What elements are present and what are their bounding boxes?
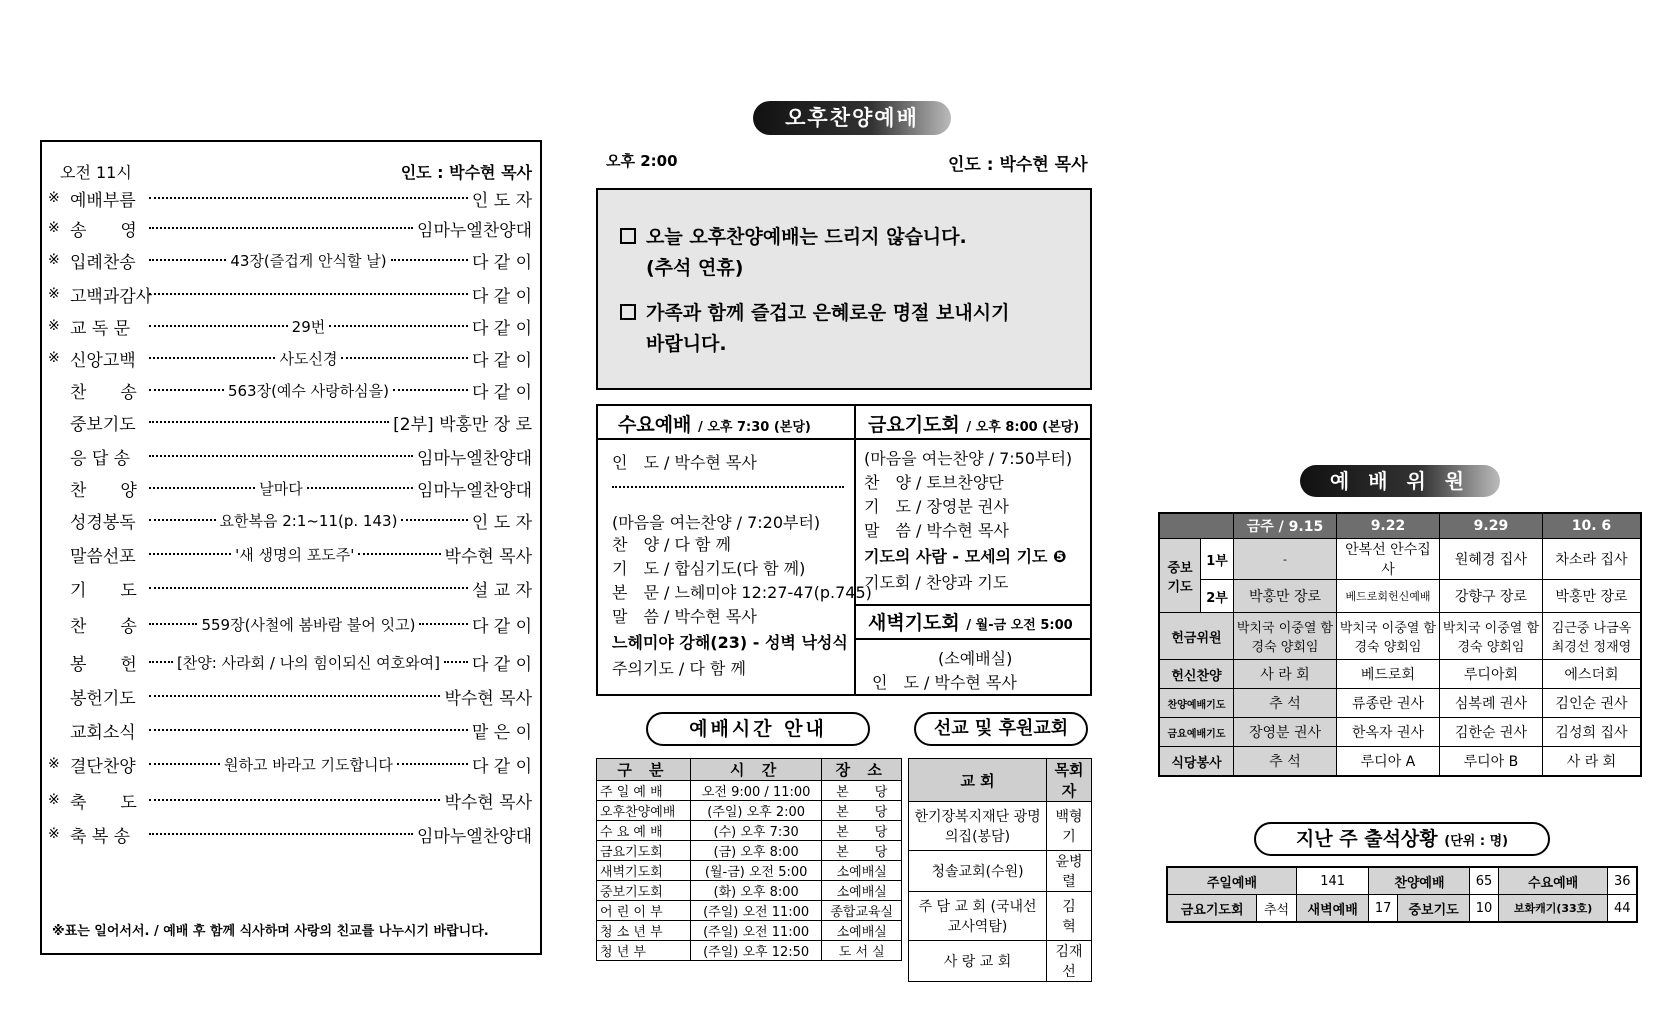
service-item <box>48 612 532 636</box>
service-item-title: 교 독 문 <box>70 318 131 339</box>
leader-dots <box>149 227 413 229</box>
duty-header <box>1159 513 1234 539</box>
service-item <box>48 216 532 240</box>
service-item-detail: 43장(즐겁게 안식할 날) <box>230 251 387 270</box>
missions-cell: 김재선 <box>1047 941 1092 982</box>
stand-mark: ※ <box>48 756 60 772</box>
service-item <box>48 718 532 742</box>
duty-cell: 박홍만 장로 <box>1542 580 1641 613</box>
duty-cell: 박치국 이중열 함경숙 양회임 <box>1439 613 1542 660</box>
schedule-cell: 주 일 예 배 <box>597 781 691 801</box>
schedule-title-pill: 예배시간 안내 <box>646 712 870 746</box>
afternoon-time: 오후 2:00 <box>606 152 678 170</box>
table-row <box>597 921 902 941</box>
table-row <box>597 801 902 821</box>
leader-dots <box>149 421 389 423</box>
weekday-services-box <box>596 404 1092 696</box>
service-item-title: 고백과감사 <box>70 286 153 307</box>
service-item-person: 다 같 이 <box>471 286 532 307</box>
service-item-person: 박수현 목사 <box>444 688 532 709</box>
schedule-cell: 소예배실 <box>822 861 902 881</box>
table-row <box>909 851 1092 892</box>
service-item-title: 찬 송 <box>70 616 137 637</box>
missions-header: 목회자 <box>1047 759 1092 802</box>
schedule-cell: (수) 오후 7:30 <box>690 821 822 841</box>
attendance-title-pill <box>1254 822 1550 856</box>
leader-dots <box>341 357 467 359</box>
duty-cell: 김근중 나금옥 최경선 정재영 <box>1542 613 1641 660</box>
duty-header: 9.29 <box>1439 513 1542 539</box>
table-row <box>1167 895 1637 923</box>
notice-text: 오늘 오후찬양예배는 드리지 않습니다. <box>646 226 967 248</box>
schedule-cell: 청 년 부 <box>597 941 691 961</box>
divider <box>598 438 1090 440</box>
duty-cell: 추 석 <box>1234 747 1337 777</box>
notice-item <box>620 222 967 284</box>
missions-cell: 한기장복지재단 광명의집(봉담) <box>909 802 1047 851</box>
friday-line: (마음을 여는찬양 / 7:50부터) <box>864 449 1073 468</box>
service-item <box>48 346 532 370</box>
duty-cell: 김한순 권사 <box>1439 718 1542 747</box>
service-item-person: 박수현 목사 <box>444 792 532 813</box>
duty-label: 식당봉사 <box>1159 747 1234 777</box>
stand-mark: ※ <box>48 252 60 268</box>
schedule-cell: (월-금) 오전 5:00 <box>690 861 822 881</box>
service-item-title: 찬 양 <box>70 480 137 501</box>
duty-cell: - <box>1234 539 1337 580</box>
table-row <box>1159 580 1641 613</box>
notice-text: (추석 연휴) <box>646 257 744 279</box>
schedule-cell: (주일) 오전 11:00 <box>690 921 822 941</box>
leader-dots <box>149 587 468 589</box>
leader-dots <box>149 293 468 295</box>
duty-cell: 심복례 권사 <box>1439 689 1542 718</box>
duty-cell: 류종란 권사 <box>1336 689 1439 718</box>
service-item-person: 임마누엘찬양대 <box>417 480 533 501</box>
duty-cell: 장영분 권사 <box>1234 718 1337 747</box>
service-item-person: 설 교 자 <box>471 580 532 601</box>
attendance-cell: 65 <box>1470 867 1498 895</box>
divider <box>854 604 1090 606</box>
leader-dots <box>149 661 173 663</box>
service-item <box>48 248 532 272</box>
service-header <box>60 160 532 183</box>
schedule-cell: 종합교육실 <box>822 901 902 921</box>
schedule-header: 장 소 <box>822 759 902 781</box>
service-item <box>48 186 532 210</box>
stand-mark: ※ <box>48 190 60 206</box>
service-item-detail: [찬양: 사라회 / 나의 힘이되신 여호와여] <box>176 653 440 672</box>
service-item <box>48 576 532 600</box>
leader-dots <box>419 623 467 625</box>
missions-cell: 사 랑 교 회 <box>909 941 1047 982</box>
table-row <box>597 861 902 881</box>
wednesday-line: 느헤미야 강해(23) - 성벽 낙성식 <box>612 633 848 652</box>
service-item-title: 봉헌기도 <box>70 688 136 709</box>
service-item-title: 축 도 <box>70 792 137 813</box>
table-row <box>1159 689 1641 718</box>
leader-dots <box>329 325 468 327</box>
schedule-cell: 새벽기도회 <box>597 861 691 881</box>
service-item <box>48 314 532 338</box>
friday-title: 금요기도회 / 오후 8:00 (본당) <box>868 414 1080 436</box>
service-item-person: 다 같 이 <box>471 382 533 403</box>
wednesday-line: 인 도 / 박수현 목사 <box>612 453 757 472</box>
duty-cell: 베드로회헌신예배 <box>1336 580 1439 613</box>
service-item <box>48 508 532 532</box>
duty-header: 9.22 <box>1336 513 1439 539</box>
service-item-detail: 563장(예수 사랑하심을) <box>227 381 389 400</box>
service-item-detail: 날마다 <box>259 479 303 498</box>
duty-label: 찬양예배기도 <box>1159 689 1234 718</box>
service-item-detail: 요한복음 2:1~11(p. 143) <box>219 511 398 530</box>
service-item-title: 송 영 <box>70 220 137 241</box>
duty-cell: 사 라 회 <box>1542 747 1641 777</box>
leader-dots <box>149 197 468 199</box>
schedule-cell: 본 당 <box>822 801 902 821</box>
schedule-cell: 중보기도회 <box>597 881 691 901</box>
schedule-cell: 소예배실 <box>822 881 902 901</box>
stand-mark: ※ <box>48 792 60 808</box>
stand-mark: ※ <box>48 318 60 334</box>
service-item-person: 다 같 이 <box>471 252 533 273</box>
attendance-cell: 주일예배 <box>1167 867 1296 895</box>
table-row <box>1159 660 1641 689</box>
leader-dots <box>149 357 275 359</box>
checkbox-icon <box>620 304 636 320</box>
schedule-header: 시 간 <box>690 759 822 781</box>
leader-dots <box>307 487 413 489</box>
attendance-title: 지난 주 출석상황 <box>1295 828 1438 850</box>
table-row <box>909 892 1092 941</box>
service-item <box>48 410 532 434</box>
duty-cell: 추 석 <box>1234 689 1337 718</box>
service-item-person: 임마누엘찬양대 <box>417 826 532 847</box>
stand-mark: ※ <box>48 286 60 302</box>
leader-dots <box>149 833 413 835</box>
attendance-cell: 중보기도 <box>1397 895 1470 923</box>
duty-cell: 사 라 회 <box>1234 660 1337 689</box>
table-row <box>597 881 902 901</box>
schedule-cell: (주일) 오후 12:50 <box>690 941 822 961</box>
duty-cell: 베드로회 <box>1336 660 1439 689</box>
service-item <box>48 788 532 812</box>
service-item-detail: 원하고 바라고 기도합니다 <box>224 755 393 774</box>
duty-cell: 에스더회 <box>1542 660 1641 689</box>
table-row <box>1159 718 1641 747</box>
schedule-cell: 소예배실 <box>822 921 902 941</box>
schedule-cell: 본 당 <box>822 781 902 801</box>
duty-label: 헌금위원 <box>1159 613 1234 660</box>
schedule-cell: 청 소 년 부 <box>597 921 691 941</box>
divider <box>854 406 856 694</box>
service-item-title: 응 답 송 <box>70 448 131 469</box>
duty-cell: 루디아회 <box>1439 660 1542 689</box>
wednesday-line: (마음을 여는찬양 / 7:20부터) <box>612 513 821 532</box>
attendance-cell: 36 <box>1608 867 1637 895</box>
service-note: ※표는 일어서서. / 예배 후 함께 식사하며 사랑의 친교를 나누시기 바랍니다. <box>52 924 489 939</box>
duty-label: 헌신찬양 <box>1159 660 1234 689</box>
attendance-cell: 금요기도회 <box>1167 895 1257 923</box>
wednesday-title: 수요예배 / 오후 7:30 (본당) <box>618 414 811 436</box>
service-item <box>48 444 532 468</box>
duty-table <box>1158 512 1642 777</box>
leader-dots <box>393 389 468 391</box>
service-item-title: 성경봉독 <box>70 512 136 533</box>
leader-dots <box>149 389 224 391</box>
service-item-person: 다 같 이 <box>471 756 533 777</box>
attendance-table <box>1166 866 1638 923</box>
schedule-cell: 본 당 <box>822 821 902 841</box>
service-item <box>48 542 532 566</box>
notice-item <box>620 298 1009 360</box>
service-item-person: 다 같 이 <box>471 318 532 339</box>
service-time: 오전 11시 <box>60 163 132 182</box>
duty-cell: 차소라 집사 <box>1542 539 1641 580</box>
friday-line: 찬 양 / 토브찬양단 <box>864 473 1004 492</box>
notice-text: 가족과 함께 즐겁고 은혜로운 명절 보내시기 <box>646 302 1010 324</box>
service-item-person: 맡 은 이 <box>471 722 532 743</box>
service-item-person: 임마누엘찬양대 <box>417 220 532 241</box>
friday-line: 기도회 / 찬양과 기도 <box>864 573 1009 592</box>
service-item-title: 교회소식 <box>70 722 136 743</box>
leader-dots <box>358 553 440 555</box>
duty-header: 10. 6 <box>1542 513 1641 539</box>
service-item-title: 입례찬송 <box>70 252 136 273</box>
service-item-person: 박수현 목사 <box>444 546 533 567</box>
duty-cell: 한옥자 권사 <box>1336 718 1439 747</box>
schedule-cell: (금) 오후 8:00 <box>690 841 822 861</box>
service-item-detail: 29번 <box>291 317 326 336</box>
table-row <box>597 941 902 961</box>
missions-cell: 주 담 교 회 (국내선교사역탐) <box>909 892 1047 941</box>
table-row <box>1159 613 1641 660</box>
service-item-title: 결단찬양 <box>70 756 136 777</box>
leader-dots <box>149 695 440 697</box>
duty-cell: 원혜경 집사 <box>1439 539 1542 580</box>
attendance-cell: 10 <box>1470 895 1498 923</box>
schedule-cell: 금요기도회 <box>597 841 691 861</box>
schedule-cell: (주일) 오전 11:00 <box>690 901 822 921</box>
service-item <box>48 650 532 674</box>
leader-dots <box>149 729 468 731</box>
attendance-cell: 44 <box>1608 895 1637 923</box>
wednesday-line: 기 도 / 합심기도(다 함 께) <box>612 559 806 578</box>
leader-dots <box>149 623 197 625</box>
service-item-detail: '새 생명의 포도주' <box>235 545 355 564</box>
duty-cell: 루디아 B <box>1439 747 1542 777</box>
schedule-cell: 어 린 이 부 <box>597 901 691 921</box>
friday-line: 말 씀 / 박수현 목사 <box>864 521 1009 540</box>
attendance-cell: 17 <box>1369 895 1397 923</box>
leader-dots <box>397 763 468 765</box>
leader-dots <box>149 455 413 457</box>
wednesday-line: 본 문 / 느헤미야 12:27-47(p.745) <box>612 583 872 602</box>
duty-cell: 루디아 A <box>1336 747 1439 777</box>
checkbox-icon <box>620 228 636 244</box>
service-item-title: 봉 헌 <box>70 654 137 675</box>
duty-cell: 박치국 이중열 함경숙 양회임 <box>1234 613 1337 660</box>
wednesday-line: 주의기도 / 다 함 께 <box>612 659 746 678</box>
service-item-title: 중보기도 <box>70 414 136 435</box>
afternoon-notice-box <box>596 188 1092 390</box>
attendance-unit: (단위 : 명) <box>1444 834 1509 849</box>
wednesday-line: 찬 양 / 다 함 께 <box>612 535 732 554</box>
service-item-title: 말씀선포 <box>70 546 136 567</box>
table-row <box>597 841 902 861</box>
service-item-title: 기 도 <box>70 580 137 601</box>
service-item-detail: 559장(사철에 봄바람 불어 잇고) <box>201 615 416 634</box>
stand-mark: ※ <box>48 220 60 236</box>
service-item-person: 인 도 자 <box>471 190 532 211</box>
leader-dots <box>149 487 255 489</box>
duty-title-pill: 예 배 위 원 <box>1300 465 1500 497</box>
duty-label: 중보기도 <box>1159 539 1201 613</box>
table-row <box>597 901 902 921</box>
schedule-cell: 오전 9:00 / 11:00 <box>690 781 822 801</box>
table-row <box>1159 539 1641 580</box>
duty-cell: 김인순 권사 <box>1542 689 1641 718</box>
table-row <box>909 941 1092 982</box>
schedule-table <box>596 758 902 961</box>
service-item-person: 다 같 이 <box>471 350 533 371</box>
attendance-cell: 추석 <box>1257 895 1297 923</box>
stand-mark: ※ <box>48 826 60 842</box>
schedule-header: 구 분 <box>597 759 691 781</box>
service-item-title: 축 복 송 <box>70 826 131 847</box>
table-row <box>597 821 902 841</box>
service-item-title: 찬 송 <box>70 382 137 403</box>
service-item-title: 예배부름 <box>70 190 136 211</box>
attendance-cell: 찬양예배 <box>1369 867 1470 895</box>
leader-dots <box>149 763 220 765</box>
service-item-person: 다 같 이 <box>471 616 533 637</box>
missions-header: 교 회 <box>909 759 1047 802</box>
service-item-person: 인 도 자 <box>471 512 532 533</box>
service-item-title: 신앙고백 <box>70 350 136 371</box>
service-item <box>48 752 532 776</box>
leader-dots <box>444 661 468 663</box>
schedule-cell: 오후찬양예배 <box>597 801 691 821</box>
divider <box>612 486 844 488</box>
service-item <box>48 822 532 846</box>
duty-part: 1부 <box>1201 539 1234 580</box>
schedule-cell: (주일) 오후 2:00 <box>690 801 822 821</box>
leader-dots <box>149 259 226 261</box>
leader-dots <box>391 259 468 261</box>
attendance-cell: 새벽예배 <box>1296 895 1369 923</box>
duty-header: 금주 / 9.15 <box>1234 513 1337 539</box>
service-item <box>48 378 532 402</box>
leader-dots <box>149 325 288 327</box>
service-item-person: [2부] 박홍만 장 로 <box>393 414 532 435</box>
attendance-cell: 보화캐기(33호) <box>1498 895 1608 923</box>
missions-cell: 김 혁 <box>1047 892 1092 941</box>
duty-cell: 박치국 이중열 함경숙 양회임 <box>1336 613 1439 660</box>
friday-line: 기도의 사람 - 모세의 기도 ❺ <box>864 547 1067 566</box>
friday-line: 기 도 / 장영분 권사 <box>864 497 1009 516</box>
missions-cell: 윤병렬 <box>1047 851 1092 892</box>
leader-dots <box>149 799 440 801</box>
service-item <box>48 684 532 708</box>
missions-table <box>908 758 1092 982</box>
notice-text: 바랍니다. <box>646 333 727 355</box>
service-item-person: 다 같 이 <box>471 654 532 675</box>
wednesday-line: 말 씀 / 박수현 목사 <box>612 607 757 626</box>
duty-label: 금요예배기도 <box>1159 718 1234 747</box>
leader-dots <box>149 553 231 555</box>
dawn-leader: 인 도 / 박수현 목사 <box>872 673 1017 692</box>
duty-part: 2부 <box>1201 580 1234 613</box>
service-item <box>48 476 532 500</box>
stand-mark: ※ <box>48 350 60 366</box>
table-row <box>1159 747 1641 777</box>
table-row <box>909 802 1092 851</box>
leader-dots <box>401 519 468 521</box>
service-item-person: 임마누엘찬양대 <box>417 448 532 469</box>
service-item-detail: 사도신경 <box>279 349 338 368</box>
duty-cell: 김성희 집사 <box>1542 718 1641 747</box>
table-row <box>1167 867 1637 895</box>
service-item <box>48 282 532 306</box>
order-of-service-box <box>40 140 542 955</box>
schedule-cell: 도 서 실 <box>822 941 902 961</box>
schedule-cell: 수 요 예 배 <box>597 821 691 841</box>
divider <box>854 638 1090 640</box>
schedule-cell: 본 당 <box>822 841 902 861</box>
afternoon-leader: 인도 : 박수현 목사 <box>948 155 1088 175</box>
dawn-place: (소예배실) <box>938 649 1013 668</box>
service-leader: 인도 : 박수현 목사 <box>400 163 532 182</box>
dawn-title: 새벽기도회 / 월-금 오전 5:00 <box>868 612 1073 634</box>
missions-title-pill: 선교 및 후원교회 <box>914 712 1088 746</box>
missions-cell: 청솔교회(수원) <box>909 851 1047 892</box>
attendance-cell: 수요예배 <box>1498 867 1608 895</box>
duty-cell: 박홍만 장로 <box>1234 580 1337 613</box>
afternoon-title-pill: 오후찬양예배 <box>753 101 951 135</box>
attendance-cell: 141 <box>1296 867 1369 895</box>
table-row <box>597 781 902 801</box>
leader-dots <box>149 519 216 521</box>
duty-cell: 안복선 안수집사 <box>1336 539 1439 580</box>
duty-cell: 강향구 장로 <box>1439 580 1542 613</box>
schedule-cell: (화) 오후 8:00 <box>690 881 822 901</box>
missions-cell: 백형기 <box>1047 802 1092 851</box>
